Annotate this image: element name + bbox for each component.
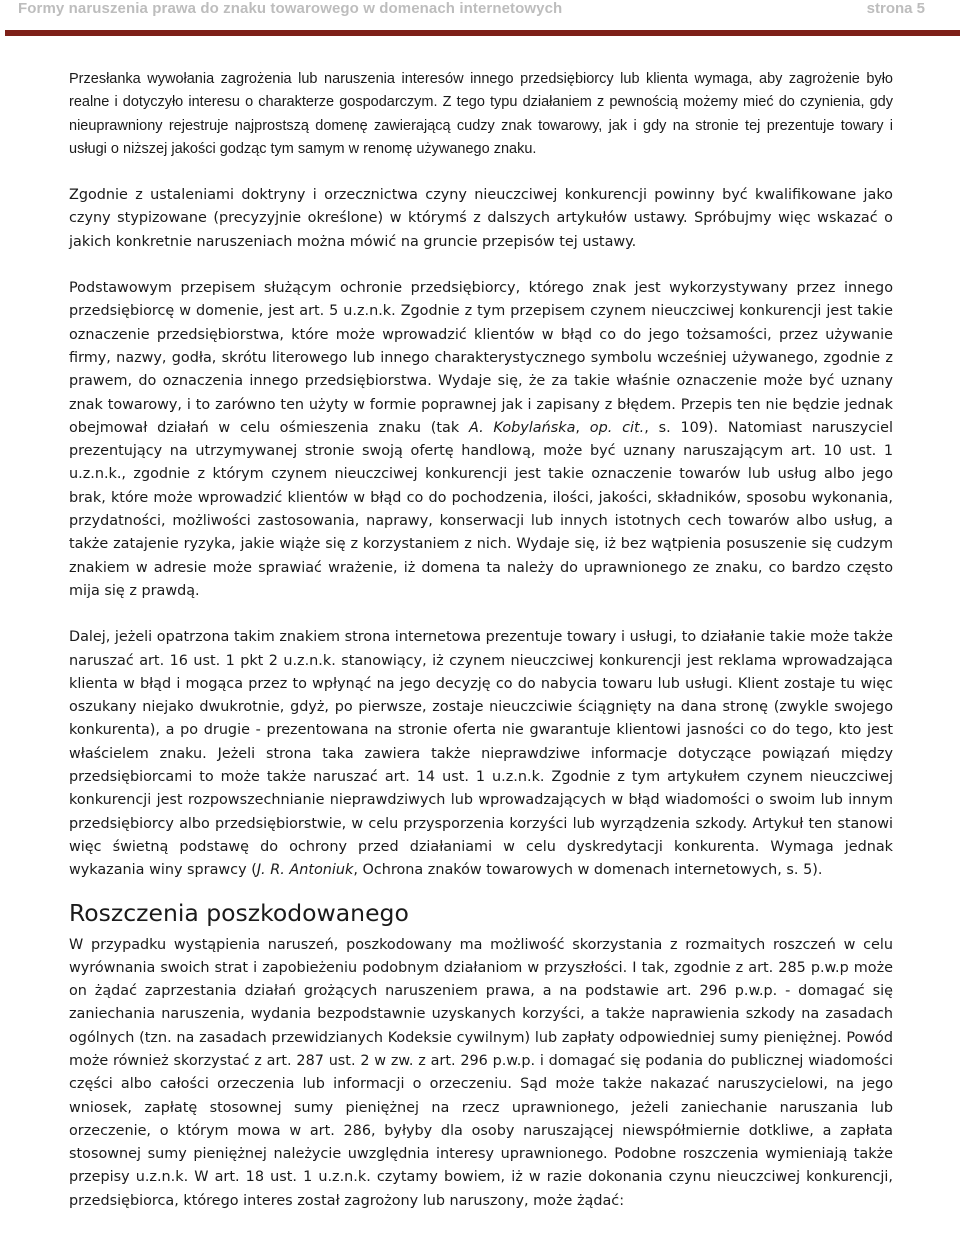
paragraph-4 (69, 626, 893, 882)
paragraph-4-part-1: Dalej, jeżeli opatrzona takim znakiem strona internetowa prezentuje towary i usługi, to działanie takie może także naruszać art. 16 ust. 1 pkt 2 u.z.n.k. stanowiący, iż czynem nieuczciwej konkurencji jest reklama wprowadzająca klienta w błąd i mogąca przez to wpłynąć na jego decyzję co do nabycia towaru lub usługi. Klient zostaje tu więc oszukany niejako dwukrotnie, gdyż, po pierwsze, zostaje nieuczciwie ściągnięty na dana stronę (zwykle swojego konkurenta), a po drugie - prezentowana na stronie oferta nie gwarantuje klientowi jasności co do tego, kto jest właścielem znaku. Jeżeli strona taka zawiera także nieprawdziwe informacje dotyczące powiązań między przedsiębiorcami to może także naruszać art. 14 ust. 1 u.z.n.k. Zgodnie z tym artykułem czynem nieuczciwej konkurencji jest rozpowszechnianie nieprawdziwych lub wprowadzających w błąd wiadomości o swoim lub innym przedsiębiorcy albo przedsiębiorstwie, w celu przysporzenia korzyści lub wyrządzenia szkody. Artykuł ten stanowi więc świetną podstawę do ochrony przed działaniami w celu dyskredytacji konkurenta. Wymaga jednak wykazania winy sprawcy ( (69, 629, 893, 879)
paragraph-1 (69, 68, 893, 161)
paragraph-4-part-2: , Ochrona znaków towarowych w domenach internetowych, s. 5). (353, 862, 823, 879)
header-rule (5, 30, 960, 36)
citation-op-cit: op. cit. (589, 419, 645, 436)
paragraph-3 (69, 277, 893, 603)
paragraph-3-part-1: Podstawowym przepisem służącym ochronie przedsiębiorcy, którego znak jest wykorzystywany przez innego przedsiębiorcę w domenie, jest art. 5 u.z.n.k. Zgodnie z tym przepisem czynem nieuczciwej konkurencji jest takie oznaczenie przedsiębiorstwa, które może wprowadzić klientów w błąd co do jego tożsamości, przez używanie firmy, nazwy, godła, skrótu literowego lub innego charakterystycznego symbolu wcześniej używanego, zgodnie z prawem, do oznaczenia innego przedsiębiorstwa. Wydaje się, że za takie właśnie oznaczenie może być uznany znak towarowy, i to zarówno ten użyty w formie poprawnej jak i zapisany z błędem. Przepis ten nie będzie jednak obejmował działań w celu ośmieszenia znaku (tak (69, 280, 893, 436)
section-heading: Roszczenia poszkodowanego (69, 898, 409, 927)
citation-separator: , (575, 419, 590, 436)
paragraph-5: W przypadku wystąpienia naruszeń, poszkodowany ma możliwość skorzystania z rozmaitych roszczeń w celu wyrównania swoich strat i zapobieżeniu podobnym działaniom w przyszłości. I tak, zgodnie z art. 285 p.w.p może on żądać zaprzestania działań grożących naruszeniem prawa, a na podstawie art. 296 p.w.p. - domagać się zaniechania naruszenia, wydania bezpodstawnie uzyskanych korzyści, a także naprawienia szkody na zasadach ogólnych (tzn. na zasadach przewidzianych Kodeksie cywilnym) lub zapłaty odpowiedniej sumy pieniężnej. Powód może również skorzystać z art. 287 ust. 2 w zw. z art. 296 p.w.p. i domagać się podania do publicznej wiadomości części albo całości orzeczenia lub informacji o orzeczeniu. Sąd może także nakazać naruszycielowi, na jego wniosek, zapłatę stosownej sumy pieniężnej na rzecz uprawnionego, jeżeli zaniechanie naruszania lub orzeczenie, o którym mowa w art. 286, byłyby dla osoby naruszającej niewspółmiernie dotkliwe, a zapłata stosownej sumy pieniężnej należycie uwzględnia interesy uprawnionego. Podobne roszczenia wymieniają także przepisy u.z.n.k. W art. 18 ust. 1 u.z.n.k. czytamy bowiem, iż w razie dokonania czynu nieuczciwej konkurencji, przedsiębiorca, którego interes został zagrożony lub naruszony, może żądać: (69, 936, 893, 1209)
citation-author: A. Kobylańska (468, 419, 576, 436)
paragraph-2: Zgodnie z ustaleniami doktryny i orzecznictwa czyny nieuczciwej konkurencji powinny być kwalifikowane jako czyny stypizowane (precyzyjnie określone) w którymś z dalszych artykułów ustawy. Spróbujmy więc wskazać o jakich konkretnie naruszeniach można mówić na gruncie przepisów tej ustawy. (69, 187, 893, 250)
paragraph-1-part-2: Z tego typu działaniem z pewnością możemy mieć do czynienia, gdy nieuprawniony rejestruje najprostszą domenę zawierającą cudzy znak towarowy, jak i gdy na stronie tej prezentuje towary i usługi o niższej jakości godząc tym samym w renomę używanego znaku. (69, 94, 893, 157)
document-title: Formy naruszenia prawa do znaku towarowego w domenach internetowych (18, 0, 563, 17)
page-header (0, 0, 960, 31)
page-number: strona 5 (866, 0, 925, 17)
paragraph-1-part-1: Przesłanka wywołania zagrożenia lub naruszenia interesów innego przedsiębiorcy lub klienta wymaga, aby zagrożenie było realne i dotyczyło interesu o charakterze gospodarczym. (69, 71, 893, 111)
document-body (69, 68, 893, 1213)
paragraph-3-part-2: , s. 109). Natomiast naruszyciel prezentujący na utrzymywanej stronie swoją ofertę handlową, może być uznany naruszającym art. 10 ust. 1 u.z.n.k., zgodnie z którym czynem nieuczciwej konkurencji jest takie oznaczenie towarów lub usług albo jego brak, które może wprowadzić klientów w błąd co do pochodzenia, ilości, jakości, składników, sposobu wykonania, przydatności, możliwości zastosowania, naprawy, konserwacji lub innych istotnych cech towarów albo usług, a także zatajenie ryzyka, jakie wiąże się z korzystaniem z nich. Wydaje się, iż bez wątpienia posuszenie się cudzym znakiem w adresie może sprawiać wrażenie, iż domena ta należy do uprawnionego ze znaku, co bardzo często mija się z prawdą. (69, 419, 893, 599)
citation-author: J. R. Antoniuk (256, 862, 354, 879)
